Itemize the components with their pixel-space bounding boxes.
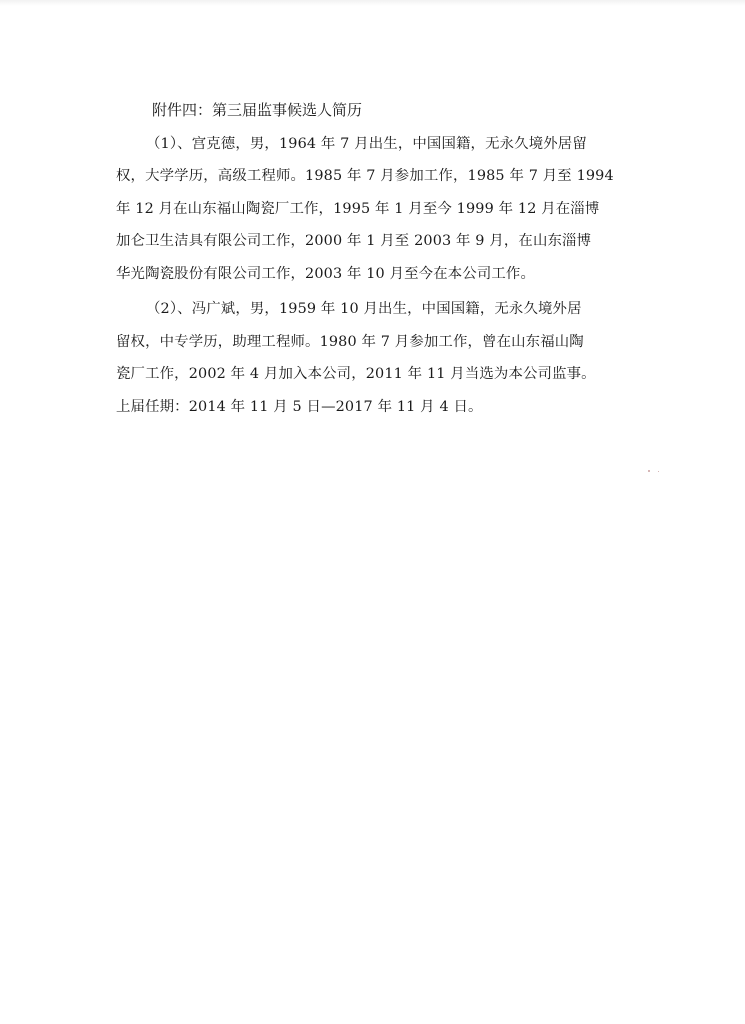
scan-speck [658, 471, 659, 472]
candidate-2-line-2: 留权，中专学历，助理工程师。1980 年 7 月参加工作，曾在山东福山陶 [116, 333, 584, 350]
candidate-1-line-3: 年 12 月在山东福山陶瓷厂工作，1995 年 1 月至今 1999 年 12 月在淄博 [116, 200, 600, 217]
document-body [116, 94, 676, 426]
scan-edge-shadow [0, 0, 745, 6]
candidate-2-line-3: 瓷厂工作，2002 年 4 月加入本公司，2011 年 11 月当选为本公司监事。 [116, 366, 596, 382]
attachment-heading: 附件四：第三届监事候选人简历 [152, 101, 363, 119]
candidate-2-line-1: （2）、冯广斌，男，1959 年 10 月出生，中国国籍，无永久境外居 [146, 301, 582, 317]
candidate-2-resume [116, 293, 676, 423]
candidate-1-line-5: 华光陶瓷股份有限公司工作，2003 年 10 月至今在本公司工作。 [116, 265, 535, 282]
candidate-1-line-4: 加仑卫生洁具有限公司工作，2000 年 1 月至 2003 年 9 月，在山东淄博 [116, 233, 592, 249]
scan-speck [648, 470, 650, 472]
candidate-1-resume [116, 128, 676, 291]
candidate-1-line-1: （1）、宫克德，男，1964 年 7 月出生，中国国籍，无永久境外居留 [146, 135, 587, 152]
candidate-2-line-4: 上届任期：2014 年 11 月 5 日—2017 年 11 月 4 日。 [116, 398, 483, 415]
candidate-1-line-2: 权，大学学历，高级工程师。1985 年 7 月参加工作，1985 年 7 月至 1994 [116, 168, 614, 184]
